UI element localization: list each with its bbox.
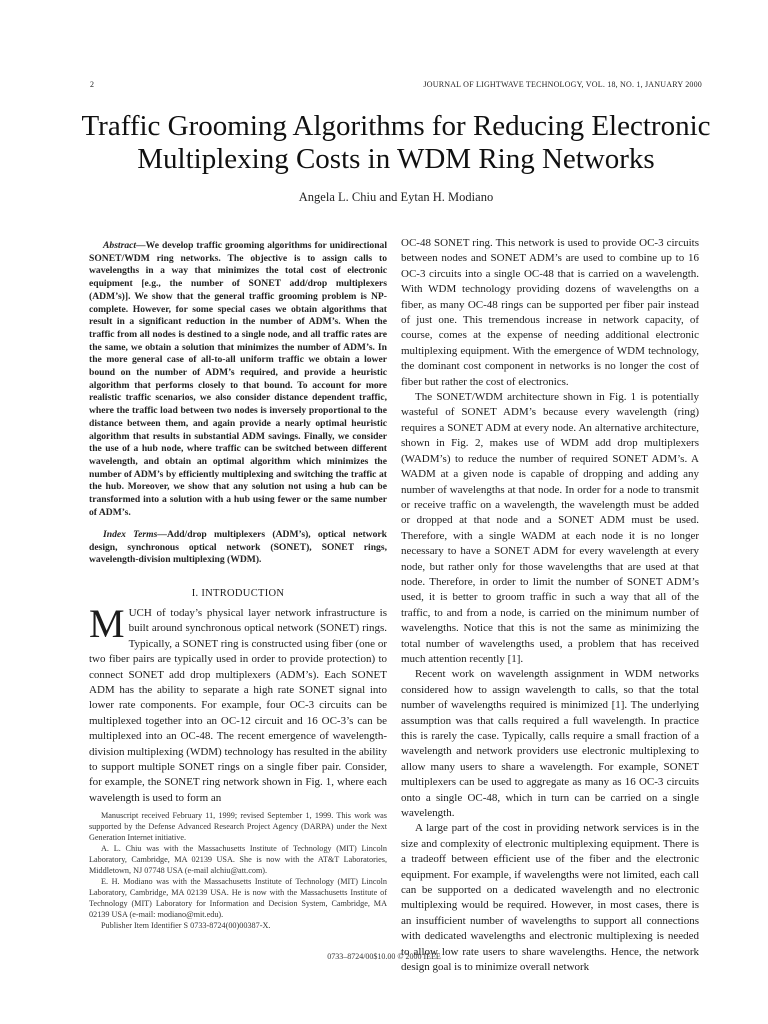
index-terms <box>89 529 387 567</box>
paper-title <box>60 110 732 176</box>
abstract <box>89 240 387 519</box>
author-list: Angela L. Chiu and Eytan H. Modiano <box>298 190 494 204</box>
paper-title-line-1: Traffic Grooming Algorithms for Reducing Electronic <box>81 110 711 142</box>
abstract-text: We develop traffic grooming algorithms for unidirectional SONET/WDM ring networks. The objective is to assign calls to wavelengths in a way that minimizes the total cost of electronic equipment [e.g., the number of SONET add/drop multiplexers (ADM’s)]. We show that the general traffic grooming problem is NP-complete. However, for some special cases we obtain algorithms that result in a significant reduction in the number of ADM’s. When the traffic from all nodes is destined to a single node, and all traffic rates are the same, we obtain a solution that minimizes the number of ADM’s. In the more general case of all-to-all uniform traffic we obtain a lower bound on the number of ADM’s required, and provide a heuristic algorithm that performs closely to that bound. To account for more realistic traffic scenarios, we also consider distance dependent traffic, where the traffic load between two nodes is inversely proportional to the distance between them, and again provide a nearly optimal heuristic algorithm that results in substantial ADM savings. Finally, we consider the use of a hub node, where traffic can be switched between different wavelength, and obtain an optimal algorithm which minimizes the number of ADM’s by efficiently multiplexing and switching the traffic at the hub. Moreover, we show that any solution not using a hub can be transformed into a solution with a hub using fewer or the same number of ADM’s. <box>89 240 387 518</box>
body-paragraph: OC-48 SONET ring. This network is used to provide OC-3 circuits between nodes and SONET ADM’s are used to combine up to 16 OC-3 circuits into a single OC-48 that is carried on a wavelength. With WDM technology providing dozens of wavelengths on a fiber, as many OC-48 rings can be supported per fiber pair instead of just one. This tremendous increase in network capacity, of course, comes at the expense of needing additional electronic multiplexing equipment. With the emergence of WDM technology, the dominant cost component in networks is no longer the cost of fiber but rather the cost of electronics. <box>401 237 699 388</box>
running-header <box>90 80 702 94</box>
footnote-publisher-id: Publisher Item Identifier S 0733-8724(00)00387-X. <box>101 921 271 930</box>
section-heading-introduction: I. INTRODUCTION <box>191 588 285 599</box>
index-terms-lead: Index Terms— <box>103 529 167 540</box>
footnote-manuscript: Manuscript received February 11, 1999; revised September 1, 1999. This work was supported by the Defense Advanced Research Project Agency (DARPA) under the Next Generation Internet initiative. <box>89 811 387 842</box>
footnote-author-modiano: E. H. Modiano was with the Massachusetts Institute of Technology (MIT) Lincoln Laboratory, Cambridge, MA 02139 USA. He is now with the Massachusetts Institute of Technology (MIT) Laboratory for Information and Decision System, Cambridge, MA 02139 USA (e-mail: modiano@mit.edu). <box>89 877 387 919</box>
body-paragraph: Recent work on wavelength assignment in WDM networks considered how to assign wavelength to calls, so that the total number of wavelengths required is minimized [1]. The underlying assumption was that calls required a full wavelength. In practice this is rarely the case. Typically, calls require a small fraction of a wavelength and network providers use electronic multiplexing to allow many users to share a wavelength. For example, SONET multiplexers can be used to aggregate as many as 16 OC-3 circuits onto a single OC-48, which in turn can be carried on a single wavelength. <box>401 668 699 820</box>
index-terms-text: Add/drop multiplexers (ADM’s), optical network design, synchronous optical network (SONET), SONET rings, wavelength-division multiplexing (WDM). <box>89 529 387 566</box>
paper-title-line-2: Multiplexing Costs in WDM Ring Networks <box>137 143 655 175</box>
footnotes <box>89 810 387 931</box>
introduction-paragraph <box>89 601 387 806</box>
introduction-text: UCH of today’s physical layer network infrastructure is built around synchronous optical network (SONET) rings. Typically, a SONET ring is constructed using fiber (one or two fiber pairs are typically used in order to provide protection) to connect SONET add drop multiplexers (ADM’s). Each SONET ADM has the ability to separate a high rate SONET signal into lower rate components. For example, four OC-3 circuits can be multiplexed together into an OC-12 circuit and 16 OC-3’s can be multiplexed into an OC-48. The recent emergence of wavelength-division multiplexing (WDM) technology has resulted in the ability to support multiple SONET rings on a single fiber pair. Consider, for example, the SONET ring network shown in Fig. 1, where each wavelength is used to form an <box>89 607 387 804</box>
body-paragraph: A large part of the cost in providing network services is in the size and complexity of electronic multiplexing equipment. There is a tradeoff between efficient use of the fiber and the electronic equipment. For example, if wavelengths were not limited, each call can be supported on a dedicated wavelength and no electronic multiplexing would be required. However, in most cases, there is an insufficient number of wavelengths to support all connections with dedicated wavelengths and electronic multiplexing is needed to allow low rate users to share wavelengths. Hence, the network design goal is to minimize overall network <box>401 822 699 974</box>
drop-cap: M <box>89 601 125 646</box>
journal-citation: JOURNAL OF LIGHTWAVE TECHNOLOGY, VOL. 18, NO. 1, JANUARY 2000 <box>423 80 702 89</box>
footnote-author-chiu: A. L. Chiu was with the Massachusetts Institute of Technology (MIT) Lincoln Laboratory, Cambridge, MA 02139 USA. She is now with the AT&T Laboratories, Middletown, NJ 07748 USA (e-mail alchiu@att.com). <box>89 844 387 875</box>
copyright-line: 0733–8724/00$10.00 © 2000 IEEE <box>327 952 441 961</box>
body-paragraph: The SONET/WDM architecture shown in Fig. 1 is potentially wasteful of SONET ADM’s because every wavelength (ring) requires a SONET ADM at every node. An alternative architecture, shown in Fig. 2, makes use of WDM add drop multiplexers (WADM’s) to reduce the number of required SONET ADM’s. A WADM at a given node is capable of dropping and adding any number of wavelengths at that node. In order for a node to transmit or receive traffic on a wavelength, the wavelength must be added or dropped at that node and a SONET ADM must be used. Therefore, with a single WADM at each node it is no longer necessary to have a SONET ADM for every wavelength at every node, but rather only for those wavelengths that are used at that node. Therefore, in order to limit the number of SONET ADM’s used, it is better to groom traffic in such a way that all of the traffic, to and from a node, is carried on the minimum number of wavelengths. Notice that this is not the same as minimizing the total number of wavelengths used, a problem that has received much attention recently [1]. <box>401 391 699 665</box>
right-column-body <box>401 236 699 976</box>
page-number: 2 <box>90 80 95 89</box>
abstract-lead: Abstract— <box>103 240 146 251</box>
